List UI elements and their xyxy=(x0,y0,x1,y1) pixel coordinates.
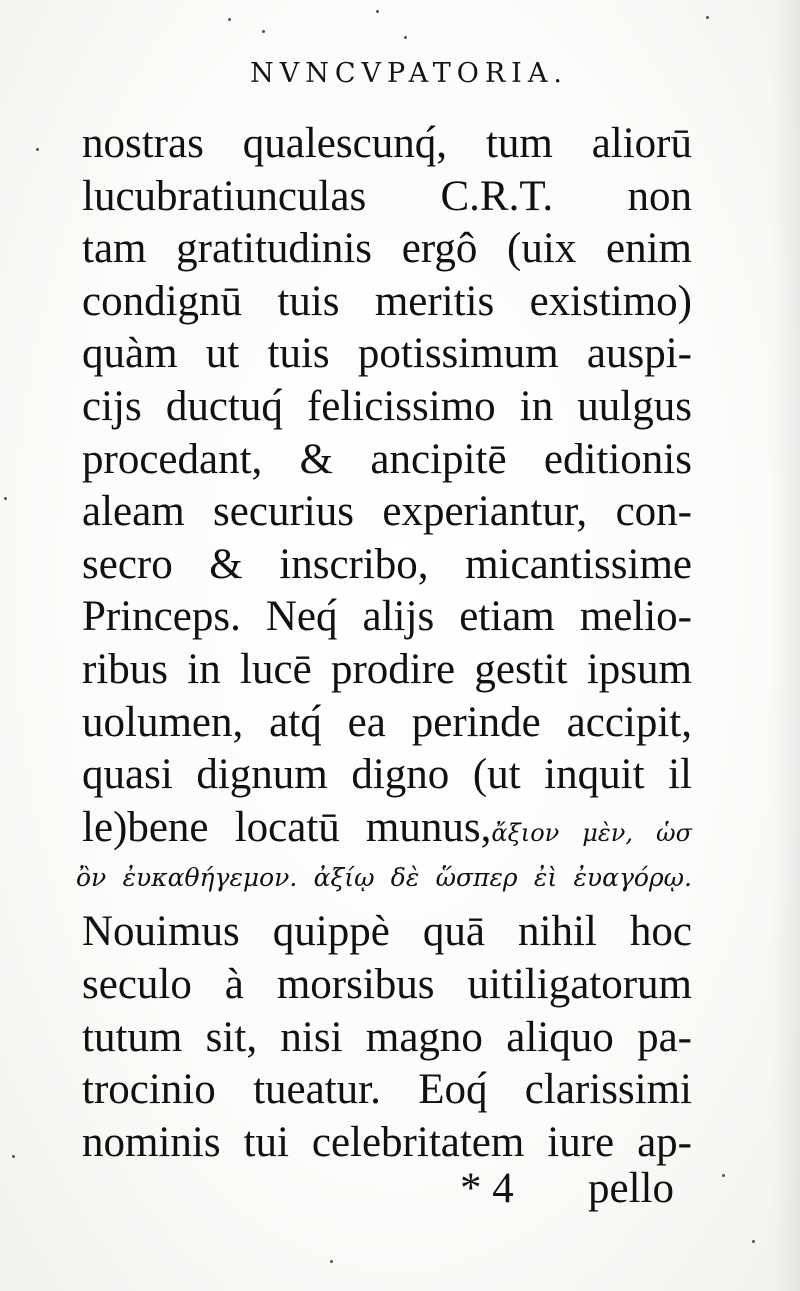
ink-speck xyxy=(722,1174,725,1177)
ink-speck xyxy=(752,1240,755,1243)
page-gutter-shadow xyxy=(772,0,800,1291)
text-line: quasi dignum digno (ut inquit il xyxy=(82,751,692,799)
text-line: tutum sit, nisi magno aliquo pa- xyxy=(82,1013,692,1061)
ink-speck xyxy=(228,18,231,21)
text-line: ribus in lucē prodire gestit ipsum xyxy=(82,645,692,693)
text-line: secro & inscribo, micantissime xyxy=(82,540,692,588)
ink-speck xyxy=(12,1155,15,1158)
text-line: Nouimus quippè quā nihil hoc xyxy=(82,908,692,956)
ink-speck xyxy=(706,16,709,19)
text-line: procedant, & ancipitē editionis xyxy=(82,435,692,483)
greek-text-line: ὂν ἐυκαθήγεμον. ἀξίῳ δὲ ὥσπερ ἐὶ ἐυαγόρῳ. xyxy=(76,863,692,893)
catchword: pello xyxy=(588,1165,674,1212)
text-line: Princeps. Neq́ alijs etiam melio- xyxy=(82,593,692,641)
signature-mark: * 4 xyxy=(460,1165,514,1212)
text-line: nominis tui celebritatem iure ap- xyxy=(82,1118,692,1166)
text-line: cijs ductuq́ felicissimo in uulgus xyxy=(82,382,692,430)
running-header: NVNCVPATORIA. xyxy=(250,58,568,89)
ink-speck xyxy=(376,10,379,13)
text-line: aleam securius experiantur, con- xyxy=(82,488,692,536)
latin-fragment: le)bene locatū munus, xyxy=(82,803,492,851)
text-line: nostras qualescunq́, tum aliorū xyxy=(82,120,692,167)
text-line: condignū tuis meritis existimo) xyxy=(82,277,692,325)
ink-speck xyxy=(330,1260,333,1263)
greek-fragment: ἄξιον μὲν, ὡσ xyxy=(491,818,692,847)
ink-speck xyxy=(262,30,265,33)
text-line: quàm ut tuis potissimum auspi- xyxy=(82,330,692,378)
text-line: seculo à morsibus uitiligatorum xyxy=(82,960,692,1008)
ink-speck xyxy=(404,36,407,39)
text-line: lucubratiunculas C.R.T. non xyxy=(82,172,692,220)
text-line: uolumen, atq́ ea perinde accipit, xyxy=(82,698,692,746)
ink-speck xyxy=(36,148,39,151)
text-line: trocinio tueatur. Eoq́ clarissimi xyxy=(82,1066,692,1114)
text-line-with-greek xyxy=(82,802,692,855)
text-line: tam gratitudinis ergô (uix enim xyxy=(82,225,692,273)
ink-speck xyxy=(4,497,7,500)
body-text xyxy=(76,118,692,1169)
